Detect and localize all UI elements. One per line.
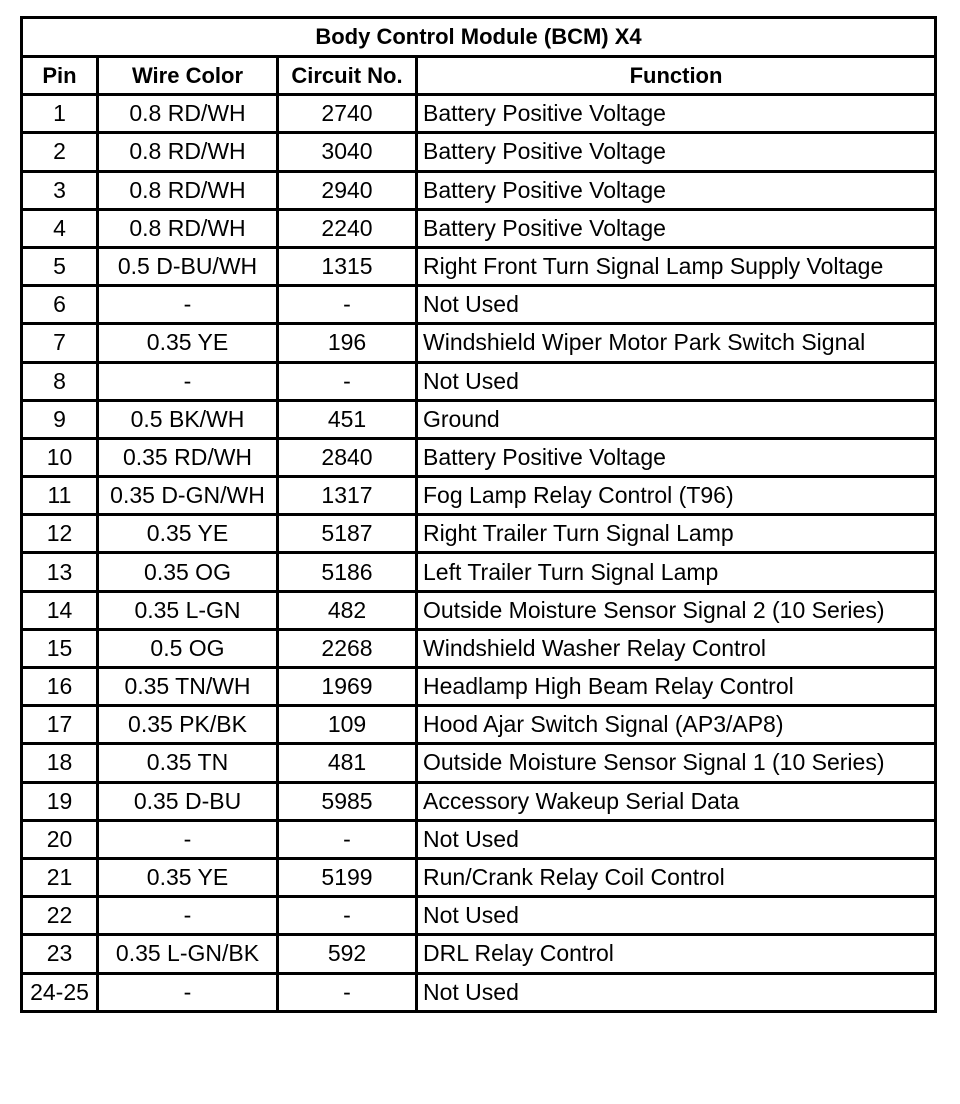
circuit-number-cell: - bbox=[278, 362, 417, 400]
header-pin: Pin bbox=[22, 57, 98, 95]
circuit-number-cell: 5186 bbox=[278, 553, 417, 591]
wire-color-cell: 0.35 D-GN/WH bbox=[98, 477, 278, 515]
function-cell: Accessory Wakeup Serial Data bbox=[417, 782, 936, 820]
pin-cell: 1 bbox=[22, 95, 98, 133]
table-row bbox=[22, 553, 936, 591]
function-cell: Battery Positive Voltage bbox=[417, 209, 936, 247]
circuit-number-cell: - bbox=[278, 820, 417, 858]
pin-cell: 9 bbox=[22, 400, 98, 438]
table-header-row bbox=[22, 57, 936, 95]
table-row bbox=[22, 477, 936, 515]
function-cell: Not Used bbox=[417, 820, 936, 858]
wire-color-cell: 0.35 YE bbox=[98, 858, 278, 896]
table-row bbox=[22, 744, 936, 782]
circuit-number-cell: 1317 bbox=[278, 477, 417, 515]
header-wire-color: Wire Color bbox=[98, 57, 278, 95]
table-row bbox=[22, 286, 936, 324]
wire-color-cell: 0.5 OG bbox=[98, 629, 278, 667]
table-row bbox=[22, 858, 936, 896]
wire-color-cell: 0.35 D-BU bbox=[98, 782, 278, 820]
table-row bbox=[22, 591, 936, 629]
table-row bbox=[22, 935, 936, 973]
circuit-number-cell: 5187 bbox=[278, 515, 417, 553]
function-cell: Headlamp High Beam Relay Control bbox=[417, 668, 936, 706]
pin-cell: 23 bbox=[22, 935, 98, 973]
wire-color-cell: 0.5 BK/WH bbox=[98, 400, 278, 438]
wire-color-cell: 0.35 RD/WH bbox=[98, 438, 278, 476]
circuit-number-cell: 2268 bbox=[278, 629, 417, 667]
header-circuit-number: Circuit No. bbox=[278, 57, 417, 95]
pin-cell: 3 bbox=[22, 171, 98, 209]
function-cell: Run/Crank Relay Coil Control bbox=[417, 858, 936, 896]
wire-color-cell: 0.8 RD/WH bbox=[98, 171, 278, 209]
pin-cell: 7 bbox=[22, 324, 98, 362]
bcm-x4-pinout-table bbox=[20, 16, 937, 1013]
wire-color-cell: - bbox=[98, 820, 278, 858]
wire-color-cell: 0.8 RD/WH bbox=[98, 209, 278, 247]
pin-cell: 13 bbox=[22, 553, 98, 591]
circuit-number-cell: 1315 bbox=[278, 247, 417, 285]
pin-cell: 6 bbox=[22, 286, 98, 324]
function-cell: Outside Moisture Sensor Signal 1 (10 Series) bbox=[417, 744, 936, 782]
table-title-row bbox=[22, 18, 936, 57]
wire-color-cell: 0.35 L-GN bbox=[98, 591, 278, 629]
pin-cell: 17 bbox=[22, 706, 98, 744]
circuit-number-cell: 482 bbox=[278, 591, 417, 629]
wire-color-cell: - bbox=[98, 362, 278, 400]
table-title: Body Control Module (BCM) X4 bbox=[22, 18, 936, 57]
pin-cell: 5 bbox=[22, 247, 98, 285]
function-cell: Outside Moisture Sensor Signal 2 (10 Series) bbox=[417, 591, 936, 629]
function-cell: Right Trailer Turn Signal Lamp bbox=[417, 515, 936, 553]
table-row bbox=[22, 973, 936, 1011]
function-cell: DRL Relay Control bbox=[417, 935, 936, 973]
circuit-number-cell: 481 bbox=[278, 744, 417, 782]
pin-cell: 16 bbox=[22, 668, 98, 706]
table-row bbox=[22, 171, 936, 209]
table-row bbox=[22, 515, 936, 553]
circuit-number-cell: 3040 bbox=[278, 133, 417, 171]
function-cell: Hood Ajar Switch Signal (AP3/AP8) bbox=[417, 706, 936, 744]
wire-color-cell: 0.8 RD/WH bbox=[98, 133, 278, 171]
wire-color-cell: 0.35 OG bbox=[98, 553, 278, 591]
function-cell: Not Used bbox=[417, 362, 936, 400]
table-row bbox=[22, 782, 936, 820]
circuit-number-cell: 592 bbox=[278, 935, 417, 973]
table-row bbox=[22, 95, 936, 133]
circuit-number-cell: 2740 bbox=[278, 95, 417, 133]
circuit-number-cell: 196 bbox=[278, 324, 417, 362]
function-cell: Battery Positive Voltage bbox=[417, 95, 936, 133]
table-row bbox=[22, 706, 936, 744]
pin-cell: 4 bbox=[22, 209, 98, 247]
function-cell: Battery Positive Voltage bbox=[417, 438, 936, 476]
table-row bbox=[22, 362, 936, 400]
table-body bbox=[22, 95, 936, 1012]
header-function: Function bbox=[417, 57, 936, 95]
pin-cell: 11 bbox=[22, 477, 98, 515]
wire-color-cell: 0.35 PK/BK bbox=[98, 706, 278, 744]
wire-color-cell: 0.5 D-BU/WH bbox=[98, 247, 278, 285]
function-cell: Battery Positive Voltage bbox=[417, 133, 936, 171]
pin-cell: 24-25 bbox=[22, 973, 98, 1011]
table-row bbox=[22, 324, 936, 362]
function-cell: Not Used bbox=[417, 897, 936, 935]
function-cell: Windshield Washer Relay Control bbox=[417, 629, 936, 667]
function-cell: Ground bbox=[417, 400, 936, 438]
circuit-number-cell: - bbox=[278, 973, 417, 1011]
table-row bbox=[22, 247, 936, 285]
function-cell: Windshield Wiper Motor Park Switch Signal bbox=[417, 324, 936, 362]
table-row bbox=[22, 668, 936, 706]
function-cell: Not Used bbox=[417, 286, 936, 324]
function-cell: Left Trailer Turn Signal Lamp bbox=[417, 553, 936, 591]
wire-color-cell: 0.8 RD/WH bbox=[98, 95, 278, 133]
function-cell: Not Used bbox=[417, 973, 936, 1011]
wire-color-cell: 0.35 L-GN/BK bbox=[98, 935, 278, 973]
pin-cell: 14 bbox=[22, 591, 98, 629]
circuit-number-cell: - bbox=[278, 286, 417, 324]
wire-color-cell: 0.35 TN bbox=[98, 744, 278, 782]
table-row bbox=[22, 209, 936, 247]
pin-cell: 10 bbox=[22, 438, 98, 476]
wire-color-cell: - bbox=[98, 973, 278, 1011]
table-row bbox=[22, 438, 936, 476]
table-row bbox=[22, 400, 936, 438]
pin-cell: 21 bbox=[22, 858, 98, 896]
circuit-number-cell: - bbox=[278, 897, 417, 935]
wire-color-cell: 0.35 YE bbox=[98, 324, 278, 362]
circuit-number-cell: 2840 bbox=[278, 438, 417, 476]
table-row bbox=[22, 133, 936, 171]
wire-color-cell: - bbox=[98, 897, 278, 935]
pin-cell: 15 bbox=[22, 629, 98, 667]
table-row bbox=[22, 897, 936, 935]
function-cell: Battery Positive Voltage bbox=[417, 171, 936, 209]
pin-cell: 8 bbox=[22, 362, 98, 400]
circuit-number-cell: 109 bbox=[278, 706, 417, 744]
circuit-number-cell: 1969 bbox=[278, 668, 417, 706]
circuit-number-cell: 2940 bbox=[278, 171, 417, 209]
pin-cell: 19 bbox=[22, 782, 98, 820]
table-row bbox=[22, 629, 936, 667]
table-row bbox=[22, 820, 936, 858]
pin-cell: 20 bbox=[22, 820, 98, 858]
function-cell: Fog Lamp Relay Control (T96) bbox=[417, 477, 936, 515]
function-cell: Right Front Turn Signal Lamp Supply Voltage bbox=[417, 247, 936, 285]
wire-color-cell: 0.35 YE bbox=[98, 515, 278, 553]
circuit-number-cell: 5199 bbox=[278, 858, 417, 896]
circuit-number-cell: 2240 bbox=[278, 209, 417, 247]
wire-color-cell: 0.35 TN/WH bbox=[98, 668, 278, 706]
pin-cell: 18 bbox=[22, 744, 98, 782]
pin-cell: 12 bbox=[22, 515, 98, 553]
circuit-number-cell: 451 bbox=[278, 400, 417, 438]
pin-cell: 22 bbox=[22, 897, 98, 935]
wire-color-cell: - bbox=[98, 286, 278, 324]
connector-table-container bbox=[20, 16, 934, 1013]
pin-cell: 2 bbox=[22, 133, 98, 171]
circuit-number-cell: 5985 bbox=[278, 782, 417, 820]
